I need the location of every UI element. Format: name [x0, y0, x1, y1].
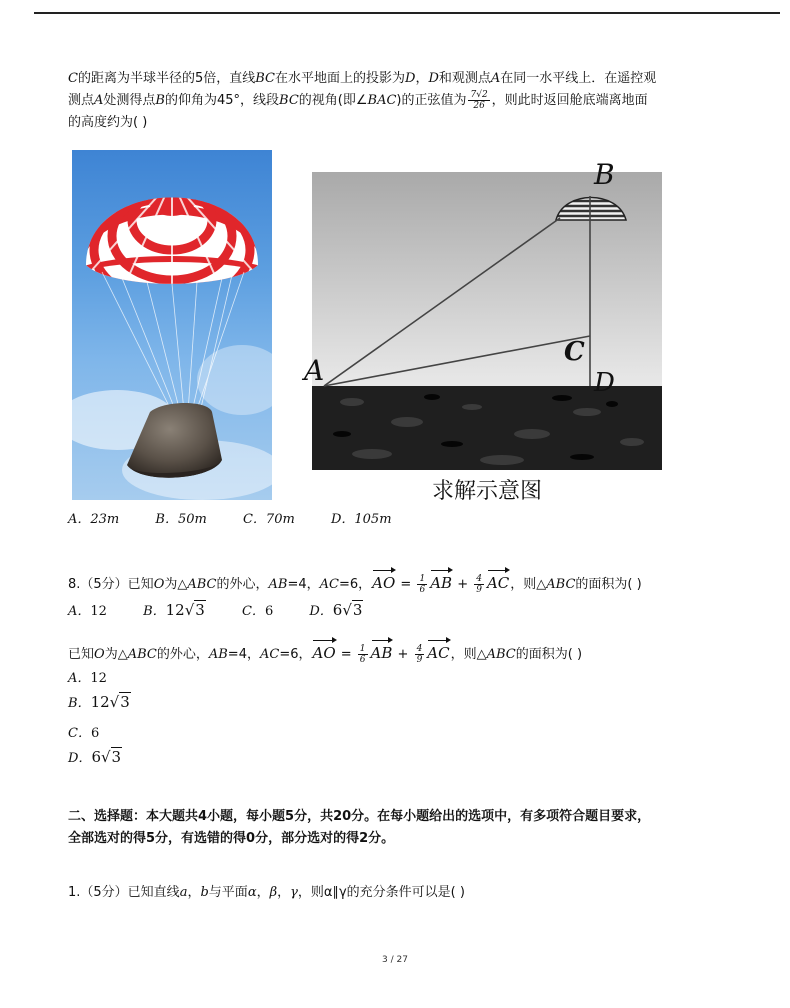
label-D: D [594, 368, 615, 398]
q8-repeat-option-a[interactable]: A．12 [68, 671, 107, 686]
solution-diagram [304, 158, 662, 470]
q7-option-c[interactable]: C．70m [242, 512, 295, 527]
q8-stem: 8.（5分）已知O为△ABC的外心，AB=4，AC=6，AO = $\frac{1}{6}$ AB + $\frac{4}{9}$ AC，则△ABC的面积为( ) [68, 566, 728, 596]
page-number: 3 / 27 [382, 955, 408, 965]
section2-heading: 二、选择题：本大题共4小题，每小题5分，共20分。在每小题给出的选项中，有多项符合题目要求， 全部选对的得5分，有选错的得0分，部分选对的得2分。 [68, 809, 651, 846]
label-A: A [304, 354, 325, 387]
q7-option-a[interactable]: A．23m [68, 512, 120, 527]
q8-stem-repeat: 已知O为△ABC的外心，AB=4，AC=6，AO = $\frac{1}{6}$ AB + $\frac{4}{9}$ AC，则△ABC的面积为( ) [68, 636, 728, 666]
q8-options-inline [68, 600, 395, 619]
q8-option-d[interactable]: D．6√3 [309, 601, 363, 619]
q8-option-c[interactable]: C．6 [241, 604, 274, 619]
sine-fraction: $\frac{7√2}{26}$ [470, 90, 488, 111]
top-rule [34, 12, 780, 14]
label-B: B [594, 158, 615, 191]
diagram-caption: 求解示意图 [431, 479, 542, 504]
q8-repeat-option-c[interactable]: C．6 [68, 726, 100, 741]
parachute-illustration [72, 150, 272, 500]
q7-text: C的距离为半球半径的5倍，直线BC在水平地面上的投影为D，D和观测点A在同一水平线上．在遥控观 测点A处测得点B的仰角为45°，线段BC的视角(即∠BAC)的正弦值为 $\frac{7√2}{26}$ ，则此时返回舱底端离地面 的高度约为( ) [68, 71, 657, 130]
q7-option-b[interactable]: B．50m [155, 512, 207, 527]
parachute-photo [72, 150, 272, 500]
q8-repeat-option-d[interactable]: D．6√3 [68, 748, 122, 766]
section2-q1: 1.（5分）已知直线a，b与平面α，β，γ，则α∥γ的充分条件可以是( ) [68, 885, 465, 900]
diagram-svg [312, 172, 662, 470]
q8-option-b[interactable]: B．12√3 [143, 601, 205, 619]
q8-option-a[interactable]: A．12 [68, 604, 107, 619]
label-C: C [564, 337, 585, 367]
q7-option-d[interactable]: D．105m [330, 512, 392, 527]
q8-repeat-option-b[interactable]: B．12√3 [68, 693, 130, 711]
q7-options [68, 508, 424, 527]
